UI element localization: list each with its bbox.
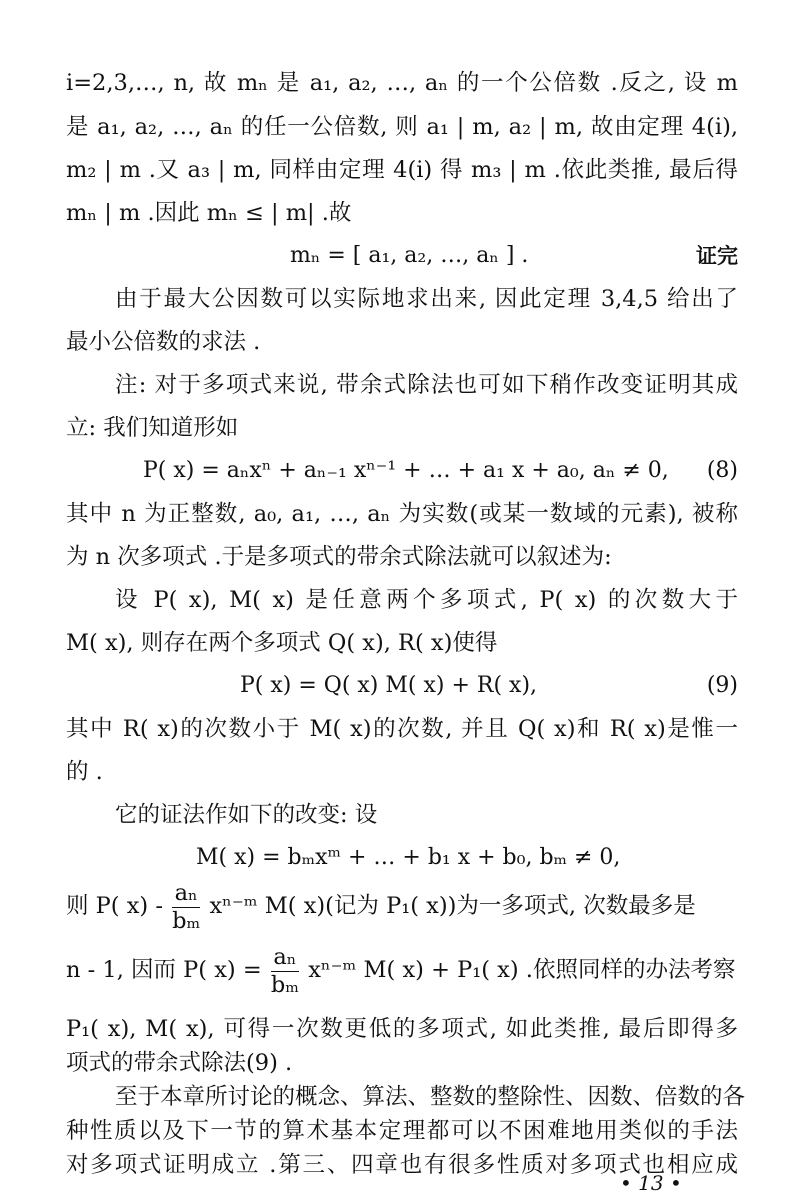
text-line: 其中 R( x)的次数小于 M( x)的次数, 并且 Q( x)和 R( x)是惟一 — [66, 716, 738, 742]
fraction-denominator: bₘ — [172, 907, 201, 934]
polynomial-equation-8: P( x) = aₙxⁿ + aₙ₋₁ xⁿ⁻¹ + … + a₁ x + a₀, aₙ ≠ 0, — [143, 458, 669, 483]
text-line: 项式的带余式除法(9) . — [66, 1050, 293, 1076]
fraction-denominator: bₘ — [270, 971, 300, 998]
division-equation-9: P( x) = Q( x) M( x) + R( x), — [240, 673, 538, 698]
equation-number-8: (8) — [706, 458, 738, 483]
text-line-with-fraction — [66, 946, 738, 996]
text-line: 它的证法作如下的改变: 设 — [115, 802, 378, 828]
text-line: 对多项式证明成立 .第三、四章也有很多性质对多项式也相应成 — [66, 1152, 738, 1178]
text-line: 的 . — [66, 759, 103, 785]
fraction — [271, 946, 299, 996]
fraction-numerator: aₙ — [172, 882, 200, 908]
text-line: 至于本章所讨论的概念、算法、整数的整除性、因数、倍数的各 — [115, 1084, 746, 1110]
text-line: 设 P( x), M( x) 是任意两个多项式, P( x) 的次数大于 — [115, 587, 738, 613]
text-line: 注: 对于多项式来说, 带余式除法也可如下稍作改变证明其成 — [115, 372, 738, 398]
text-line: i=2,3,…, n, 故 mₙ 是 a₁, a₂, …, aₙ 的一个公倍数 .反之, 设 m — [66, 70, 738, 96]
text-segment: 则 P( x) - — [66, 893, 163, 919]
text-segment: n - 1, 因而 P( x) = — [66, 957, 262, 983]
text-line: 由于最大公因数可以实际地求出来, 因此定理 3,4,5 给出了 — [115, 286, 738, 312]
text-line: 立: 我们知道形如 — [66, 415, 239, 441]
text-line: 为 n 次多项式 .于是多项式的带余式除法就可以叙述为: — [66, 544, 612, 570]
fraction — [172, 882, 200, 932]
proof-end-mark: 证完 — [696, 244, 738, 268]
page-number: • 13 • — [620, 1171, 682, 1195]
text-line: 是 a₁, a₂, …, aₙ 的任一公倍数, 则 a₁ | m, a₂ | m, 故由定理 4(i), — [66, 114, 738, 140]
fraction-numerator: aₙ — [271, 946, 299, 972]
lcm-equation: mₙ = [ a₁, a₂, …, aₙ ] . — [290, 243, 529, 268]
text-line: P₁( x), M( x), 可得一次数更低的多项式, 如此类推, 最后即得多 — [66, 1016, 738, 1042]
divisor-polynomial-equation: M( x) = bₘxᵐ + … + b₁ x + b₀, bₘ ≠ 0, — [196, 845, 621, 870]
text-line: mₙ | m .因此 mₙ ≤ | m| .故 — [66, 200, 352, 226]
text-segment: xⁿ⁻ᵐ M( x) + P₁( x) .依照同样的办法考察 — [308, 957, 736, 983]
text-line: M( x), 则存在两个多项式 Q( x), R( x)使得 — [66, 630, 498, 656]
text-line: 种性质以及下一节的算术基本定理都可以不困难地用类似的手法 — [66, 1118, 738, 1144]
text-line-with-fraction — [66, 882, 738, 932]
text-line: 其中 n 为正整数, a₀, a₁, …, aₙ 为实数(或某一数域的元素), 被称 — [66, 501, 738, 527]
equation-number-9: (9) — [706, 673, 738, 698]
text-line: 最小公倍数的求法 . — [66, 329, 261, 355]
text-line: m₂ | m .又 a₃ | m, 同样由定理 4(i) 得 m₃ | m .依此类推, 最后得 — [66, 157, 738, 183]
text-segment: xⁿ⁻ᵐ M( x)(记为 P₁( x))为一多项式, 次数最多是 — [209, 893, 696, 919]
